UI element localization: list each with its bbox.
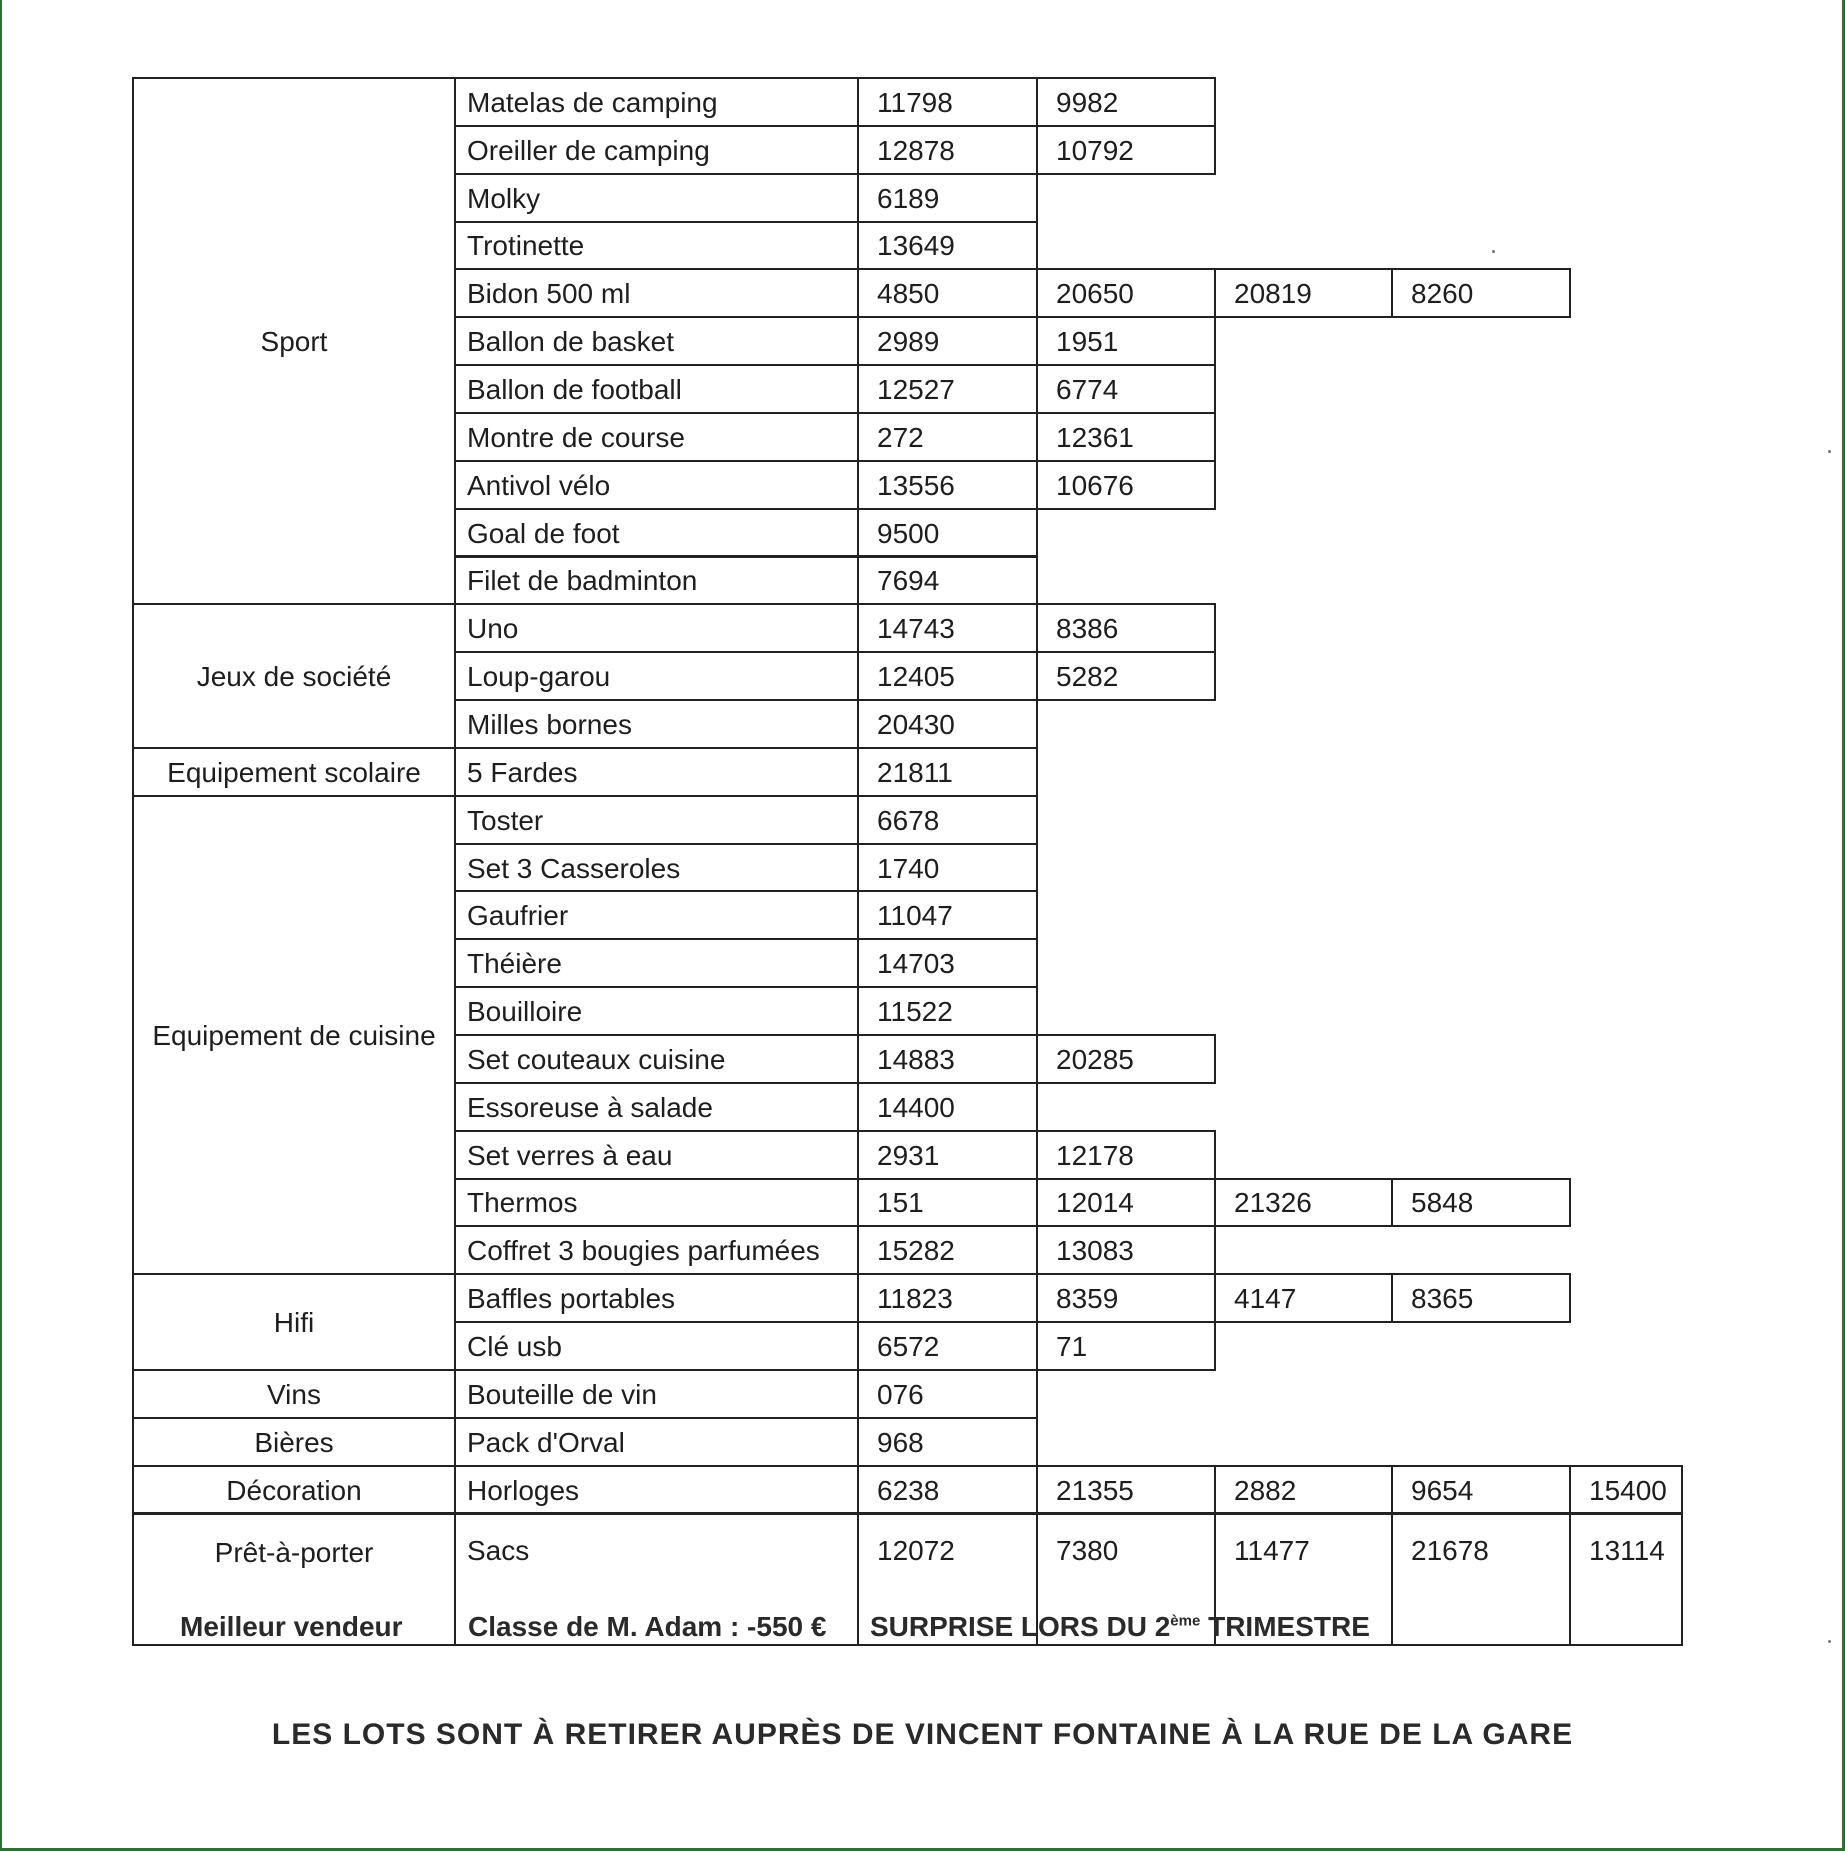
ticket-number-cell-text: 7694 (877, 565, 940, 597)
ticket-number-cell-text: 151 (877, 1187, 924, 1219)
ticket-number-cell (1214, 1273, 1393, 1323)
ticket-number-cell (1036, 1034, 1216, 1084)
category-cell-text: Décoration (226, 1474, 362, 1506)
ticket-number-cell-text: 9982 (1056, 86, 1119, 118)
ticket-number-cell-text: 4850 (877, 278, 940, 310)
ticket-number-cell (1214, 268, 1393, 318)
ticket-number-cell (857, 843, 1038, 893)
ticket-number-cell-text: 21678 (1411, 1534, 1489, 1566)
category-cell-text: Sport (260, 326, 328, 358)
item-cell-text: Horloges (467, 1474, 580, 1506)
ticket-number-cell (857, 1369, 1038, 1419)
best-seller-value: Classe de M. Adam : -550 € (468, 1611, 827, 1642)
ticket-number-cell (857, 268, 1038, 318)
ticket-number-cell-text: 12361 (1056, 421, 1134, 453)
ticket-number-cell-text: 13083 (1056, 1235, 1134, 1267)
ticket-number-cell (1036, 1321, 1216, 1371)
ticket-number-cell (857, 747, 1038, 797)
item-cell (454, 699, 859, 749)
ticket-number-cell-text: 11047 (877, 900, 953, 932)
ticket-number-cell-text: 21326 (1234, 1187, 1312, 1219)
ticket-number-cell-text: 9654 (1411, 1474, 1474, 1506)
ticket-number-cell (1214, 1465, 1393, 1515)
ticket-number-cell (1036, 1225, 1216, 1275)
item-cell (454, 795, 859, 845)
ticket-number-cell-text: 11823 (877, 1283, 953, 1315)
item-cell (454, 364, 859, 414)
ticket-number-cell-text: 1951 (1056, 326, 1119, 358)
ticket-number-cell (857, 1225, 1038, 1275)
ticket-number-cell-text: 12014 (1056, 1187, 1134, 1219)
item-cell (454, 1465, 859, 1515)
item-cell-text: Set couteaux cuisine (467, 1043, 726, 1075)
item-cell-text: Coffret 3 bougies parfumées (467, 1235, 820, 1267)
ticket-number-cell-text: 21811 (877, 756, 953, 788)
item-cell-text: Oreiller de camping (467, 134, 710, 166)
surprise-superscript: ème (1170, 1612, 1201, 1630)
ticket-number-cell (1391, 1465, 1571, 1515)
pickup-notice: LES LOTS SONT À RETIRER AUPRÈS DE VINCENT FONTAINE À LA RUE DE LA GARE (271, 1718, 1574, 1751)
ticket-number-cell (857, 1417, 1038, 1467)
item-cell-text: Set 3 Casseroles (467, 852, 681, 884)
category-cell-text: Vins (267, 1378, 321, 1410)
ticket-number-cell (857, 221, 1038, 271)
ticket-number-cell (1391, 1273, 1571, 1323)
ticket-number-cell-text: 5848 (1411, 1187, 1474, 1219)
ticket-number-cell (1036, 412, 1216, 462)
item-cell-text: Sacs (467, 1534, 530, 1566)
item-cell-text: Filet de badminton (467, 565, 698, 597)
item-cell-text: Montre de course (467, 421, 685, 453)
ticket-number-cell (857, 699, 1038, 749)
ticket-number-cell (857, 364, 1038, 414)
ticket-number-cell (857, 1082, 1038, 1132)
ticket-number-cell-text: 7380 (1056, 1534, 1119, 1566)
ticket-number-cell (1036, 651, 1216, 701)
ticket-number-cell (1391, 1513, 1571, 1647)
ticket-number-cell-text: 11522 (877, 996, 953, 1028)
best-seller-label: Meilleur vendeur (180, 1611, 403, 1642)
ticket-number-cell-text: 1740 (877, 852, 940, 884)
item-cell (454, 1034, 859, 1084)
ticket-number-cell-text: 12072 (877, 1534, 955, 1566)
item-cell (454, 651, 859, 701)
ticket-number-cell-text: 20285 (1056, 1043, 1134, 1075)
ticket-number-cell-text: 076 (877, 1378, 924, 1410)
item-cell (454, 1273, 859, 1323)
ticket-number-cell (1036, 125, 1216, 175)
ticket-number-cell (1036, 268, 1216, 318)
category-cell (132, 1273, 456, 1371)
category-cell (132, 795, 456, 1276)
ticket-number-cell-text: 10792 (1056, 134, 1134, 166)
item-cell (454, 77, 859, 127)
ticket-number-cell-text: 8386 (1056, 613, 1119, 645)
item-cell (454, 1369, 859, 1419)
item-cell-text: Matelas de camping (467, 86, 718, 118)
ticket-number-cell-text: 12405 (877, 661, 955, 693)
ticket-number-cell (1391, 268, 1571, 318)
ticket-number-cell-text: 11798 (877, 86, 953, 118)
ticket-number-cell (857, 556, 1038, 606)
ticket-number-cell-text: 272 (877, 421, 924, 453)
category-cell-text: Bières (254, 1426, 334, 1458)
ticket-number-cell-text: 15400 (1589, 1474, 1667, 1506)
item-cell-text: Bouilloire (467, 996, 583, 1028)
ticket-number-cell (1391, 1178, 1571, 1228)
surprise-note (870, 1611, 1370, 1643)
category-cell (132, 747, 456, 797)
ticket-number-cell (857, 173, 1038, 223)
item-cell (454, 316, 859, 366)
category-cell (132, 77, 456, 605)
surprise-tail: TRIMESTRE (1200, 1611, 1370, 1642)
ticket-number-cell-text: 71 (1056, 1331, 1088, 1363)
item-cell (454, 1321, 859, 1371)
item-cell (454, 1178, 859, 1228)
ticket-number-cell-text: 5282 (1056, 661, 1119, 693)
ticket-number-cell-text: 11477 (1234, 1534, 1310, 1566)
ticket-number-cell (1036, 364, 1216, 414)
ticket-number-cell-text: 968 (877, 1426, 924, 1458)
item-cell-text: Gaufrier (467, 900, 569, 932)
item-cell-text: Trotinette (467, 230, 585, 262)
ticket-number-cell (857, 651, 1038, 701)
category-cell-text: Prêt-à-porter (214, 1536, 374, 1568)
item-cell (454, 1225, 859, 1275)
category-cell-text: Jeux de société (196, 661, 392, 693)
ticket-number-cell-text: 6572 (877, 1331, 940, 1363)
ticket-number-cell-text: 6238 (877, 1474, 940, 1506)
ticket-number-cell-text: 2989 (877, 326, 940, 358)
ticket-number-cell-text: 12878 (877, 134, 955, 166)
item-cell (454, 173, 859, 223)
ticket-number-cell-text: 20819 (1234, 278, 1312, 310)
category-cell (132, 603, 456, 749)
item-cell-text: Clé usb (467, 1331, 562, 1363)
item-cell (454, 1417, 859, 1467)
ticket-number-cell (857, 508, 1038, 558)
item-cell (454, 843, 859, 893)
item-cell-text: Bouteille de vin (467, 1378, 657, 1410)
ticket-number-cell (857, 938, 1038, 988)
item-cell (454, 1130, 859, 1180)
category-cell (132, 1465, 456, 1515)
item-cell (454, 1082, 859, 1132)
ticket-number-cell-text: 6774 (1056, 374, 1119, 406)
ticket-number-cell (1036, 1130, 1216, 1180)
ticket-number-cell-text: 20650 (1056, 278, 1134, 310)
item-cell-text: Loup-garou (467, 661, 611, 693)
ticket-number-cell (857, 890, 1038, 940)
ticket-number-cell-text: 21355 (1056, 1474, 1134, 1506)
item-cell (454, 268, 859, 318)
item-cell-text: Goal de foot (467, 517, 620, 549)
category-cell (132, 1417, 456, 1467)
ticket-number-cell (1036, 77, 1216, 127)
ticket-number-cell-text: 10676 (1056, 469, 1134, 501)
ticket-number-cell (857, 460, 1038, 510)
ticket-number-cell (1036, 1178, 1216, 1228)
category-cell-text: Hifi (273, 1307, 315, 1339)
ticket-number-cell (857, 986, 1038, 1036)
item-cell-text: Thermos (467, 1187, 578, 1219)
ticket-number-cell (857, 77, 1038, 127)
ticket-number-cell (1036, 603, 1216, 653)
category-cell (132, 1369, 456, 1419)
ticket-number-cell (857, 1321, 1038, 1371)
item-cell-text: Set verres à eau (467, 1139, 673, 1171)
ticket-number-cell-text: 12527 (877, 374, 955, 406)
item-cell-text: Toster (467, 804, 544, 836)
ticket-number-cell-text: 9500 (877, 517, 940, 549)
ticket-number-cell-text: 13114 (1589, 1534, 1665, 1566)
item-cell-text: Uno (467, 613, 519, 645)
ticket-number-cell (857, 1034, 1038, 1084)
item-cell (454, 890, 859, 940)
ticket-number-cell (857, 603, 1038, 653)
ticket-number-cell-text: 8359 (1056, 1283, 1119, 1315)
ticket-number-cell (857, 125, 1038, 175)
ticket-number-cell (1036, 1273, 1216, 1323)
ticket-number-cell (1569, 1465, 1683, 1515)
item-cell-text: Baffles portables (467, 1283, 676, 1315)
ticket-number-cell (1569, 1513, 1683, 1647)
ticket-number-cell (857, 1178, 1038, 1228)
ticket-number-cell-text: 2931 (877, 1139, 940, 1171)
ticket-number-cell-text: 15282 (877, 1235, 955, 1267)
ticket-number-cell-text: 13556 (877, 469, 955, 501)
ticket-number-cell-text: 14703 (877, 948, 955, 980)
category-cell-text: Equipement de cuisine (152, 1020, 436, 1051)
item-cell (454, 508, 859, 558)
ticket-number-cell (857, 316, 1038, 366)
item-cell-text: Essoreuse à salade (467, 1091, 713, 1123)
item-cell-text: Bidon 500 ml (467, 278, 631, 310)
item-cell (454, 747, 859, 797)
item-cell-text: Théière (467, 948, 562, 980)
ticket-number-cell (857, 1465, 1038, 1515)
ticket-number-cell-text: 14883 (877, 1043, 955, 1075)
item-cell-text: 5 Fardes (467, 756, 578, 788)
item-cell (454, 412, 859, 462)
ticket-number-cell (1036, 460, 1216, 510)
ticket-number-cell (857, 412, 1038, 462)
scan-speck (1828, 1640, 1831, 1643)
ticket-number-cell-text: 8365 (1411, 1283, 1474, 1315)
item-cell (454, 938, 859, 988)
item-cell (454, 460, 859, 510)
item-cell (454, 986, 859, 1036)
ticket-number-cell-text: 14743 (877, 613, 955, 645)
ticket-number-cell-text: 6189 (877, 182, 940, 214)
surprise-text: SURPRISE LORS DU 2 (870, 1611, 1171, 1642)
ticket-number-cell (857, 1130, 1038, 1180)
ticket-number-cell (1036, 1465, 1216, 1515)
ticket-number-cell (857, 1273, 1038, 1323)
category-cell-text: Equipement scolaire (167, 756, 421, 788)
item-cell (454, 603, 859, 653)
item-cell (454, 125, 859, 175)
ticket-number-cell-text: 12178 (1056, 1139, 1134, 1171)
ticket-number-cell-text: 4147 (1234, 1283, 1297, 1315)
ticket-number-cell-text: 2882 (1234, 1474, 1297, 1506)
ticket-number-cell-text: 8260 (1411, 278, 1474, 310)
ticket-number-cell-text: 6678 (877, 804, 940, 836)
scan-speck (1492, 250, 1495, 253)
item-cell-text: Ballon de basket (467, 326, 675, 358)
item-cell-text: Milles bornes (467, 708, 632, 740)
ticket-number-cell (1214, 1178, 1393, 1228)
ticket-number-cell-text: 14400 (877, 1091, 955, 1123)
item-cell-text: Pack d'Orval (467, 1426, 625, 1458)
ticket-number-cell-text: 20430 (877, 708, 955, 740)
ticket-number-cell (1036, 316, 1216, 366)
item-cell (454, 556, 859, 606)
item-cell (454, 221, 859, 271)
ticket-number-cell-text: 13649 (877, 230, 955, 262)
scan-speck (1828, 450, 1831, 453)
item-cell-text: Ballon de football (467, 374, 682, 406)
item-cell-text: Molky (467, 182, 541, 214)
ticket-number-cell (857, 795, 1038, 845)
item-cell-text: Antivol vélo (467, 469, 611, 501)
